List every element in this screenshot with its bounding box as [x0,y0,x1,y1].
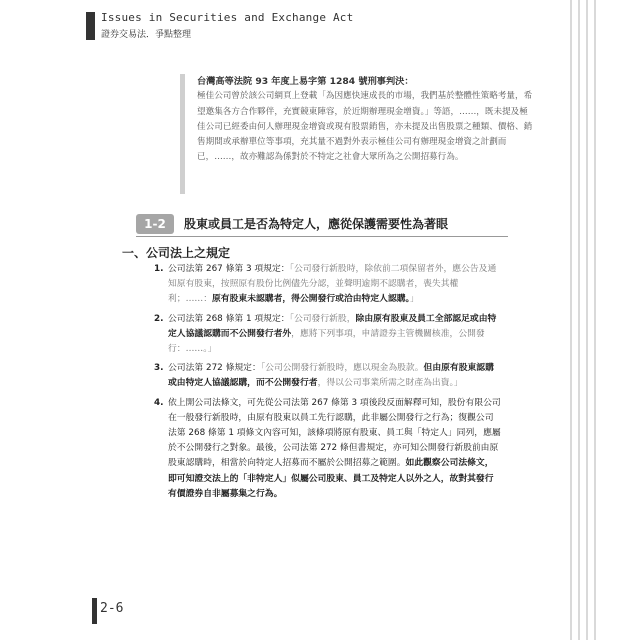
item-number: 2. [154,313,164,324]
item-lead: 依上開公司法條文，可先從公司法第 267 條第 3 項後段反面解釋可知，股份有限公司在一般發行新股時，由原有股東以員工先行認購，此非屬公開發行之行為；復觀公司法第 268 條第 1 項條文內容可知，該條項將原有股東、員工與「特定人」同列，應屬於不公開發行之對象。最後，公司法第 272 條但書規定，亦可知公開發行新股前由原股東認購時，相當於向特定人招募而不屬於公開招募之範圍。 [168,397,501,469]
item-citation: 「公司發行新股時，除依前二項保留者外，應公告及通知原有股東，按照原有股份比例儘先分認，並聲明逾期不認購者，喪失其權利；……： [168,264,497,305]
item-number: 4. [154,397,164,408]
item-emphasis: 如此觀察公司法條文，即可知證交法上的「非特定人」似屬公司股東、員工及特定人以外之人，故對其發行有價證券自非屬募集之行為。 [168,458,494,499]
page-edge-decoration [564,0,608,640]
item-lead: 公司法第 268 條第 1 項規定： [168,313,290,324]
section-title: 股東或員工是否為特定人，應從保護需要性為著眼 [184,217,449,231]
list-item [154,396,502,502]
quote-title: 台灣高等法院 93 年度上易字第 1284 號刑事判決： [197,76,414,87]
court-ruling-quote [180,74,533,194]
item-lead: 公司法第 267 條第 3 項規定： [168,264,290,274]
item-citation: 「公司發行新股， [289,313,356,324]
item-emphasis: 原有股東未認購者，得公開發行或洽由特定人認購。 [212,294,410,305]
quote-body: 極佳公司曾於該公司網頁上登載「為因應快速成長的市場，我們基於整體性策略考量，希望邀集各方合作夥伴，充實競東陣容，於近期辦理現金增資。」等語，……，既未提及極佳公司已經委由何人辦理現金增資或現有股票銷售，亦未提及出售股票之種類、價格、銷售期間或承辦單位等事項，充其量不過對外表示極佳公司有辦理現金增資之計劃而已，……，故亦難認為係對於不特定之社會大眾所為之公開招募行為。 [197,91,533,163]
item-lead: 公司法第 272 條規定： [168,363,261,374]
running-header-en: Issues in Securities and Exchange Act [101,11,354,24]
list-item [154,361,502,391]
page-number: 2-6 [100,601,124,616]
list-item [154,262,502,308]
running-header-zh: 證券交易法．爭點整理 [101,30,192,40]
subsection-title: 一、公司法上之規定 [122,246,231,260]
header-marker [86,12,95,40]
section-rule [136,236,508,237]
item-tail: ，應將下列事項，申請證券主管機關核准，公開發行：……。」 [168,328,485,355]
item-emphasis: 除由原有股東及員工全部認足或由特定人協議認購而不公開發行者外 [168,313,497,339]
item-number: 1. [154,264,164,274]
provision-list [154,262,502,506]
item-citation: 「公司公開發行新股時，應以現金為股款。 [260,363,424,374]
section-heading [136,214,508,236]
list-item [154,312,502,358]
item-number: 3. [154,363,164,374]
section-number-badge: 1-2 [136,214,174,234]
item-tail: ，得以公司事業所需之財產為出資。」 [317,378,463,389]
item-tail: 」 [409,294,419,305]
footer-marker [92,598,97,624]
item-emphasis: 但由原有股東認購或由特定人協議認購，而不公開發行者 [168,363,494,389]
